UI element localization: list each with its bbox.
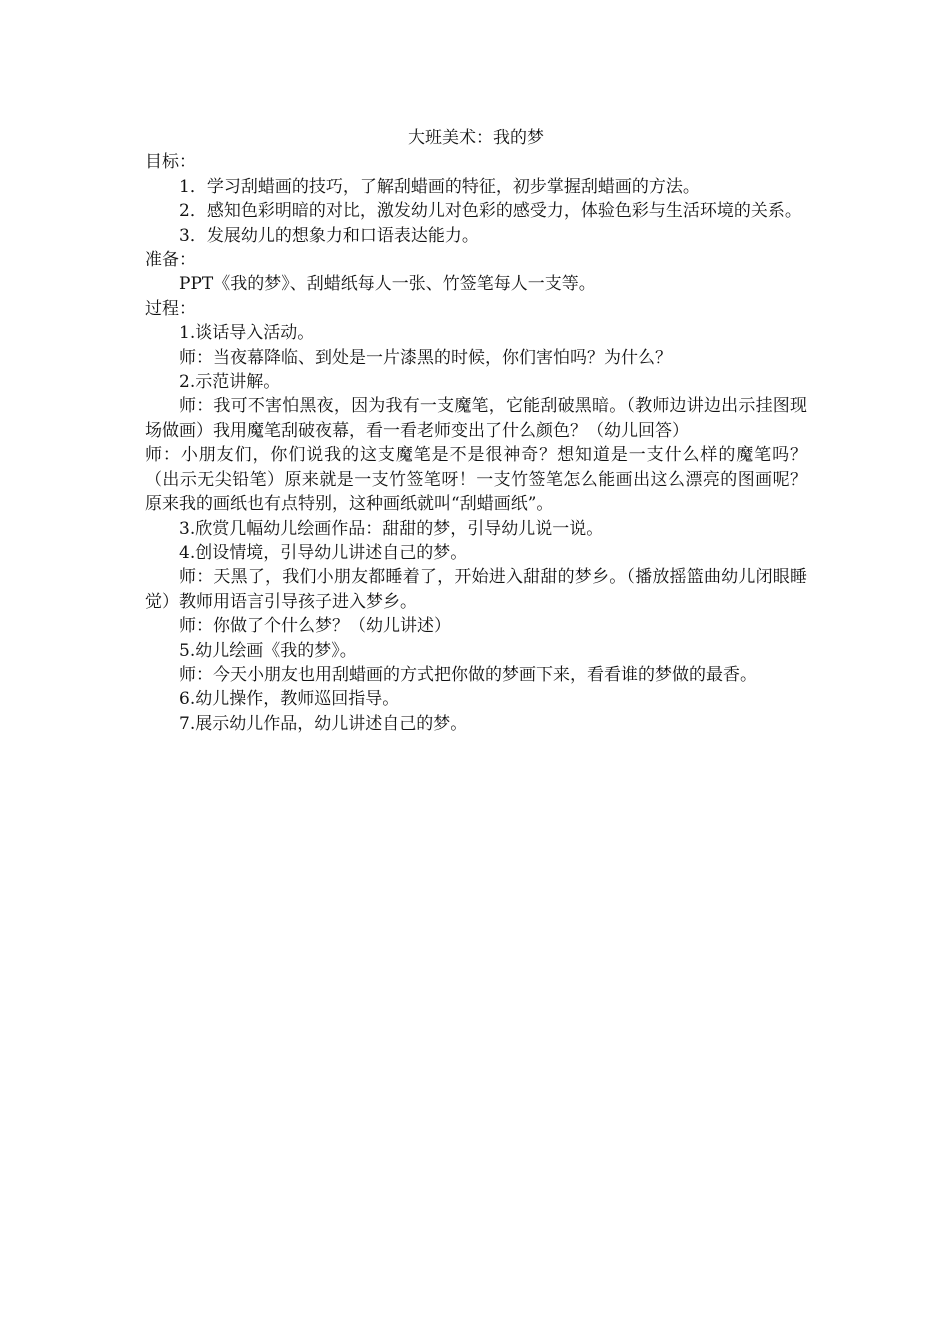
process-step: 2.示范讲解。: [179, 372, 281, 393]
preparation-text: PPT《我的梦》、刮蜡纸每人一张、竹签笔每人一支等。: [179, 274, 596, 295]
process-step: 3.欣赏几幅幼儿绘画作品：甜甜的梦，引导幼儿说一说。: [179, 518, 604, 539]
process-paragraph: 师：天黑了，我们小朋友都睡着了，开始进入甜甜的梦乡。（播放摇篮曲幼儿闭眼睡觉）教师用语言引导孩子进入梦乡。: [145, 567, 807, 612]
process-step: 1.谈话导入活动。: [179, 323, 315, 344]
goal-item: 3．发展幼儿的想象力和口语表达能力。: [179, 225, 479, 246]
goals-heading: 目标：: [145, 152, 196, 173]
process-step: 6.幼儿操作，教师巡回指导。: [179, 689, 400, 710]
process-paragraph: 师：你做了个什么梦？（幼儿讲述）: [179, 616, 451, 637]
document-body: [145, 126, 807, 736]
goal-item: 1．学习刮蜡画的技巧，了解刮蜡画的特征，初步掌握刮蜡画的方法。: [179, 176, 700, 197]
process-step: 7.展示幼儿作品，幼儿讲述自己的梦。: [179, 713, 468, 734]
process-step: 5.幼儿绘画《我的梦》。: [179, 640, 357, 661]
process-heading: 过程：: [145, 298, 196, 319]
process-paragraph: 师：当夜幕降临、到处是一片漆黑的时候，你们害怕吗？为什么？: [179, 347, 672, 368]
process-paragraph: 师：今天小朋友也用刮蜡画的方式把你做的梦画下来，看看谁的梦做的最香。: [179, 664, 757, 685]
goal-item: 2．感知色彩明暗的对比，激发幼儿对色彩的感受力，体验色彩与生活环境的关系。: [179, 201, 802, 222]
preparation-heading: 准备：: [145, 250, 196, 271]
document-title: 大班美术：我的梦: [408, 128, 544, 148]
process-paragraph: 师：小朋友们，你们说我的这支魔笔是不是很神奇？想知道是一支什么样的魔笔吗？（出示无尖铅笔）原来就是一支竹签笔呀！一支竹签笔怎么能画出这么漂亮的图画呢？原来我的画纸也有点特别，这种画纸就叫“刮蜡画纸”。: [145, 445, 807, 515]
process-step: 4.创设情境，引导幼儿讲述自己的梦。: [179, 542, 468, 563]
process-paragraph: 师：我可不害怕黑夜，因为我有一支魔笔，它能刮破黑暗。（教师边讲边出示挂图现场做画）我用魔笔刮破夜幕，看一看老师变出了什么颜色？（幼儿回答）: [145, 396, 807, 441]
